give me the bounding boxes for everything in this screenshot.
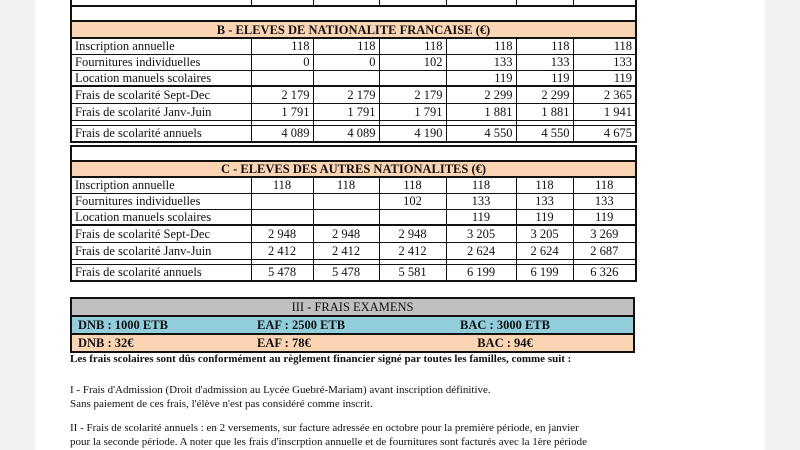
cell-value: 5 478 [313,264,379,281]
row-label: Frais de scolarité annuels [71,125,251,142]
bac-etb: BAC : 3000 ETB [460,317,550,332]
cell-value: 2 948 [251,225,313,242]
cell-value: 2 299 [446,86,516,103]
cell-value: 2 365 [573,86,636,103]
cell-value [251,193,313,209]
cell-value: 118 [251,38,313,54]
row-label: Location manuels scolaires [71,209,251,225]
cell-value: 2 179 [313,86,379,103]
cell-value: 118 [446,38,516,54]
cell-value [313,209,379,225]
row-label: Inscription annuelle [71,177,251,193]
cell-value: 119 [446,209,516,225]
cell-value: 2 948 [379,225,446,242]
dnb-eur: DNB : 32€ [78,335,134,350]
cell-value: 2 412 [251,242,313,259]
cell-value: 119 [516,70,573,86]
cell-value: 119 [573,70,636,86]
cell-value: 133 [573,193,636,209]
admission-fees-line-2: Sans paiement de ces frais, l'élève n'est pas considéré comme inscrit. [70,398,373,410]
cell-value [379,209,446,225]
bac-eur: BAC : 94€ [477,335,533,350]
fee-row [71,70,636,86]
row-label: Frais de scolarité annuels [71,264,251,281]
fee-row [71,103,636,120]
cell-value: 2 299 [516,86,573,103]
fee-row [71,225,636,242]
cell-value: 119 [446,70,516,86]
cell-value: 119 [516,209,573,225]
fee-row [71,209,636,225]
section-c-title: C - ELEVES DES AUTRES NATIONALITES (€) [71,161,636,177]
cell-value: 4 089 [251,125,313,142]
payment-intro: Les frais scolaires sont dûs conformément au règlement financier signé par toutes les familles, comme suit : [70,353,572,365]
cell-value: 118 [379,177,446,193]
section-c-total-row [71,264,636,281]
cell-value: 133 [446,193,516,209]
cell-value: 6 326 [573,264,636,281]
cell-value [251,209,313,225]
cell-value: 118 [573,38,636,54]
fee-row [71,242,636,259]
cell-value: 133 [516,54,573,70]
cell-value: 2 412 [313,242,379,259]
cell-value: 118 [313,38,379,54]
fee-row [71,86,636,103]
cell-value: 2 412 [379,242,446,259]
row-label: Fournitures individuelles [71,54,251,70]
eaf-eur: EAF : 78€ [257,335,311,350]
exam-fees-title: III - FRAIS EXAMENS [72,299,633,317]
row-label: Frais de scolarité Janv-Juin [71,242,251,259]
section-b-table [70,5,637,143]
cell-value [313,193,379,209]
row-label: Inscription annuelle [71,38,251,54]
cell-value: 1 941 [573,103,636,120]
cell-value: 1 881 [446,103,516,120]
cell-value: 2 179 [379,86,446,103]
section-b-total-row [71,125,636,142]
cell-value: 2 687 [573,242,636,259]
cell-value: 4 550 [516,125,573,142]
cell-value: 1 791 [313,103,379,120]
cell-value: 3 205 [446,225,516,242]
row-label: Frais de scolarité Janv-Juin [71,103,251,120]
section-c-rows [71,177,636,259]
cell-value: 1 791 [251,103,313,120]
row-label: Fournitures individuelles [71,193,251,209]
exam-fees-eur-row [72,335,633,351]
cell-value: 118 [379,38,446,54]
fee-row [71,193,636,209]
cell-value: 5 478 [251,264,313,281]
section-c-table [70,145,637,282]
cell-value: 102 [379,54,446,70]
cell-value: 4 675 [573,125,636,142]
exam-fees-etb-row [72,317,633,335]
cell-value: 133 [516,193,573,209]
cell-value: 6 199 [516,264,573,281]
cell-value: 133 [446,54,516,70]
cell-value: 6 199 [446,264,516,281]
tuition-fees-line-1: II - Frais de scolarité annuels : en 2 versements, sur facture adressée en octobre pour la première période, en janvier [70,422,579,434]
admission-fees-line-1: I - Frais d'Admission (Droit d'admission au Lycée Guebré-Mariam) avant inscription définitive. [70,384,491,396]
cell-value: 2 624 [446,242,516,259]
row-label: Frais de scolarité Sept-Dec [71,86,251,103]
fee-row [71,54,636,70]
cell-value: 5 581 [379,264,446,281]
cell-value: 3 269 [573,225,636,242]
tuition-fees-line-2: pour la seconde période. A noter que les frais d'inscrption annuelle et de fournitures sont facturés avec la 1ère période [70,436,587,448]
cell-value: 0 [251,54,313,70]
fee-row [71,177,636,193]
cell-value: 2 948 [313,225,379,242]
eaf-etb: EAF : 2500 ETB [257,317,346,332]
cell-value: 4 550 [446,125,516,142]
cell-value: 118 [313,177,379,193]
cell-value: 1 791 [379,103,446,120]
cell-value: 102 [379,193,446,209]
cell-value: 118 [573,177,636,193]
cell-value [379,70,446,86]
section-b-title: B - ELEVES DE NATIONALITE FRANCAISE (€) [71,21,636,38]
fee-row [71,38,636,54]
cell-value: 3 205 [516,225,573,242]
cell-value: 118 [446,177,516,193]
cell-value: 1 881 [516,103,573,120]
section-b-rows [71,38,636,120]
cell-value: 118 [516,38,573,54]
cell-value: 119 [573,209,636,225]
exam-fees-table [70,297,635,353]
cell-value: 2 624 [516,242,573,259]
row-label: Frais de scolarité Sept-Dec [71,225,251,242]
dnb-etb: DNB : 1000 ETB [78,317,168,332]
cell-value [313,70,379,86]
cell-value: 2 179 [251,86,313,103]
cell-value: 133 [573,54,636,70]
cell-value: 118 [516,177,573,193]
cell-value [251,70,313,86]
row-label: Location manuels scolaires [71,70,251,86]
cell-value: 4 089 [313,125,379,142]
cell-value: 4 190 [379,125,446,142]
cell-value: 0 [313,54,379,70]
cell-value: 118 [251,177,313,193]
